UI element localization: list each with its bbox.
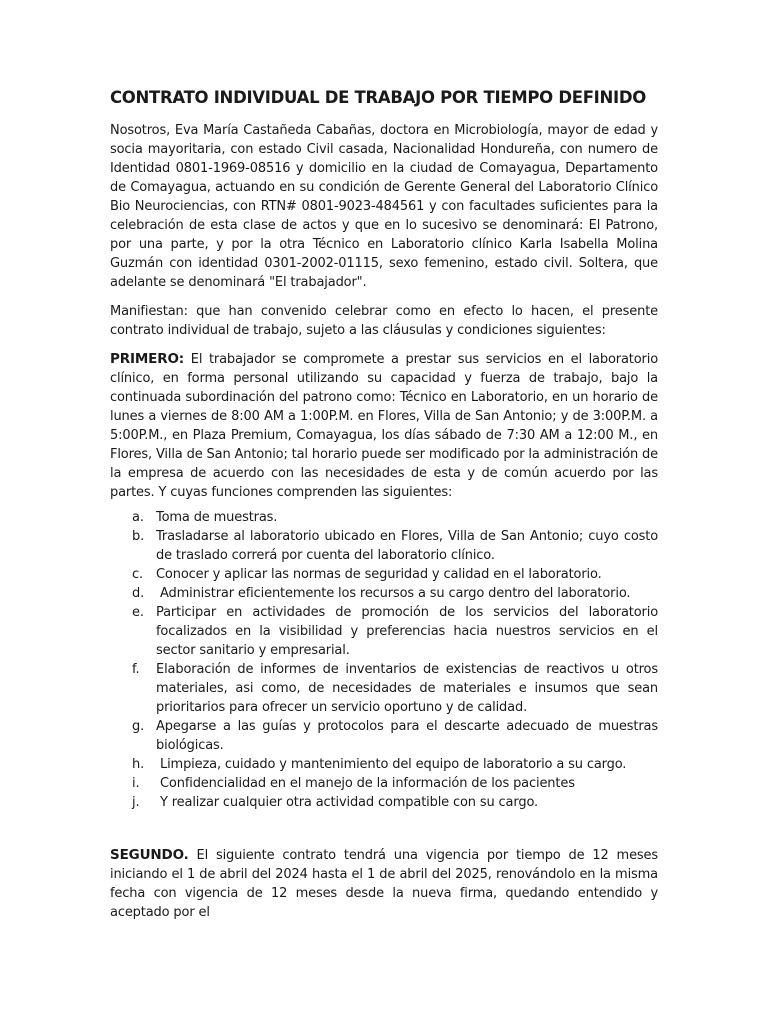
- list-item-text: Elaboración de informes de inventarios de existencias de reactivos u otros materiales, asi como, de necesidades de materiales e insumos que sean prioritarios para ofrecer un servicio oportuno y de calidad.: [156, 662, 658, 715]
- list-item: [110, 774, 658, 793]
- list-item-marker: c.: [132, 567, 143, 582]
- list-item: [110, 660, 658, 717]
- list-item: [110, 584, 658, 603]
- list-item-text: Y realizar cualquier otra actividad compatible con su cargo.: [160, 795, 538, 810]
- list-item-text: Trasladarse al laboratorio ubicado en Flores, Villa de San Antonio; cuyo costo de traslado correrá por cuenta del laboratorio clínico.: [156, 529, 658, 563]
- list-item-marker: h.: [132, 757, 145, 772]
- list-item-marker: e.: [132, 605, 144, 620]
- manifest-paragraph: Manifiestan: que han convenido celebrar como en efecto lo hacen, el presente contrato individual de trabajo, sujeto a las cláusulas y condiciones siguientes:: [110, 304, 658, 338]
- list-item: [110, 793, 658, 812]
- list-item: [110, 717, 658, 755]
- list-item-text: Administrar eficientemente los recursos a su cargo dentro del laboratorio.: [160, 586, 631, 601]
- list-item-text: Conocer y aplicar las normas de seguridad y calidad en el laboratorio.: [156, 567, 602, 582]
- list-item-marker: b.: [132, 529, 145, 544]
- list-item-marker: g.: [132, 719, 145, 734]
- list-item: [110, 508, 658, 527]
- list-item-text: Participar en actividades de promoción de los servicios del laboratorio focalizados en la visibilidad y preferencias hacia nuestros servicios en el sector sanitario y empresarial.: [156, 605, 658, 658]
- list-item: [110, 755, 658, 774]
- clause-primero: [110, 350, 658, 502]
- list-item-marker: f.: [132, 662, 140, 677]
- functions-list: [110, 508, 658, 812]
- list-item-text: Apegarse a las guías y protocolos para el descarte adecuado de muestras biológicas.: [156, 719, 658, 753]
- list-item-marker: d.: [132, 586, 145, 601]
- clause-segundo-text: El siguiente contrato tendrá una vigencia por tiempo de 12 meses iniciando el 1 de abril del 2024 hasta el 1 de abril del 2025, renovándolo en la misma fecha con vigencia de 12 meses desde la nueva firma, quedando entendido y aceptado por el: [110, 848, 659, 920]
- section-spacer: [110, 812, 658, 846]
- list-item-marker: a.: [132, 510, 144, 525]
- clause-primero-text: El trabajador se compromete a prestar sus servicios en el laboratorio clínico, en forma personal utilizando su capacidad y fuerza de trabajo, bajo la continuada subordinación del patrono como: Técnico en Laboratorio, en un horario de lunes a viernes de 8:00 AM a 1:00P.M. en Flores, Villa de San Antonio; y de 3:00P.M. a 5:00P.M., en Plaza Premium, Comayagua, los días sábado de 7:30 AM a 12:00 M., en Flores, Villa de San Antonio; tal horario puede ser modificado por la administración de la empresa de acuerdo con las necesidades de esta y de común acuerdo por las partes. Y cuyas funciones comprenden las siguientes:: [110, 352, 659, 500]
- list-item-marker: i.: [132, 776, 140, 791]
- clause-segundo: [110, 846, 658, 922]
- list-item-text: Confidencialidad en el manejo de la información de los pacientes: [160, 776, 575, 791]
- document-title: CONTRATO INDIVIDUAL DE TRABAJO POR TIEMPO DEFINIDO: [110, 88, 646, 107]
- document-page: [110, 88, 658, 932]
- intro-paragraph: Nosotros, Eva María Castañeda Cabañas, doctora en Microbiología, mayor de edad y socia mayoritaria, con estado Civil casada, Nacionalidad Hondureña, con numero de Identidad 0801-1969-08516 y domicilio en la ciudad de Comayagua, Departamento de Comayagua, actuando en su condición de Gerente General del Laboratorio Clínico Bio Neurociencias, con RTN# 0801-9023-484561 y con facultades suficientes para la celebración de esta clase de actos y que en lo sucesivo se denominará: El Patrono, por una parte, y por la otra Técnico en Laboratorio clínico Karla Isabella Molina Guzmán con identidad 0301-2002-01115, sexo femenino, estado civil. Soltera, que adelante se denominará "El trabajador".: [110, 123, 658, 290]
- list-item-marker: j.: [132, 795, 140, 810]
- list-item-text: Toma de muestras.: [156, 510, 278, 525]
- list-item-text: Limpieza, cuidado y mantenimiento del equipo de laboratorio a su cargo.: [160, 757, 627, 772]
- list-item: [110, 603, 658, 660]
- list-item: [110, 527, 658, 565]
- clause-primero-heading: PRIMERO:: [110, 351, 185, 367]
- list-item: [110, 565, 658, 584]
- clause-segundo-heading: SEGUNDO.: [110, 847, 189, 863]
